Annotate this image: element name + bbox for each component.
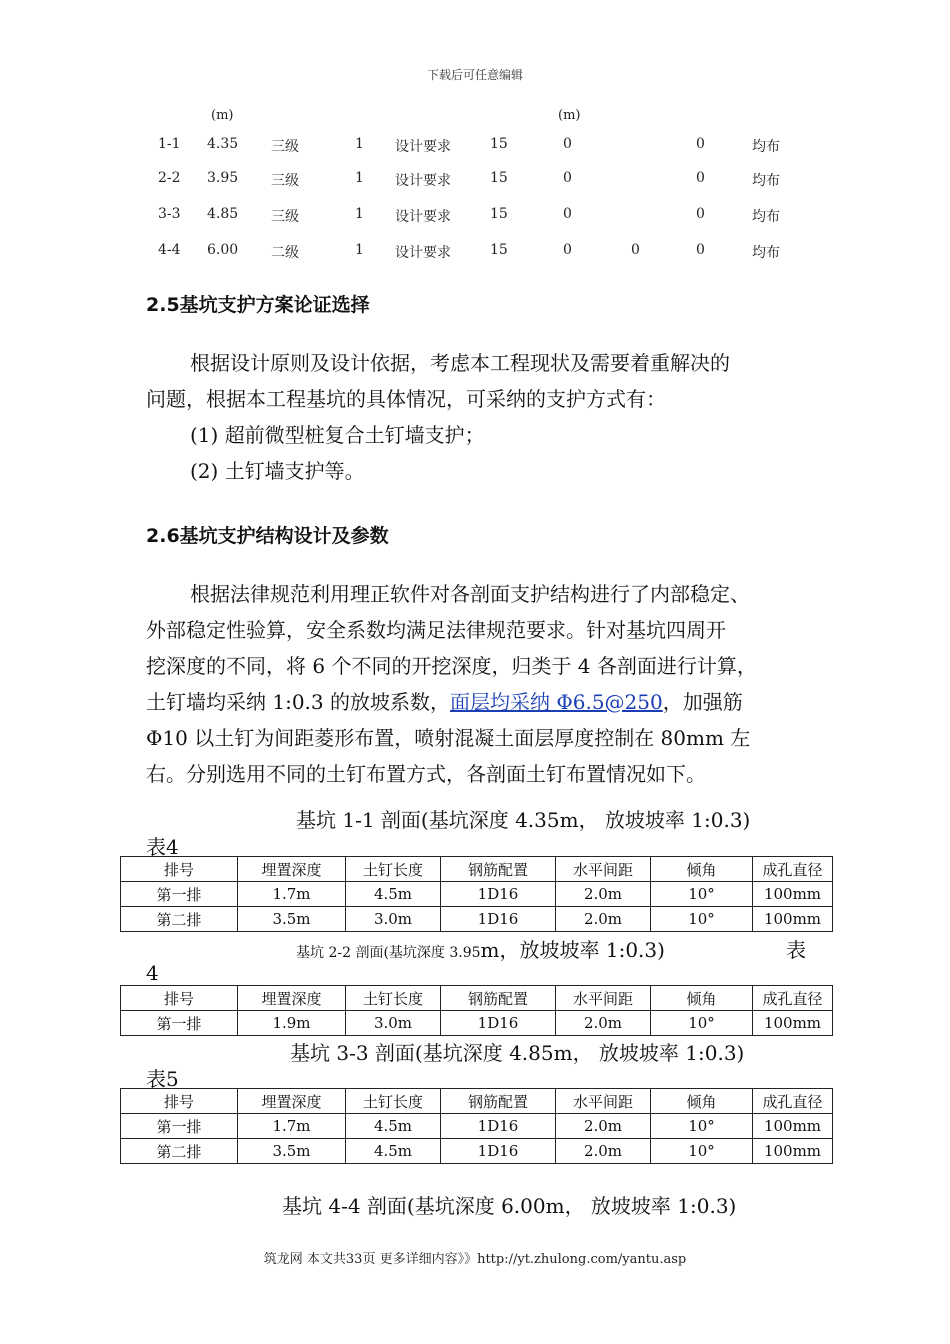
table-cell: 3.0m	[346, 907, 441, 932]
column-header: 埋置深度	[238, 986, 346, 1011]
table-cell: 1D16	[441, 1011, 556, 1036]
table-cell: 4.5m	[346, 1139, 441, 1164]
column-header: 水平间距	[556, 857, 651, 882]
table-cell: 10°	[651, 907, 753, 932]
table-cell: 10°	[651, 1139, 753, 1164]
table-row	[121, 882, 833, 907]
column-header: 排号	[121, 986, 238, 1011]
page-header: 下载后可任意编辑	[426, 68, 523, 82]
nail-table-3-3	[120, 1088, 833, 1164]
table-cell: 0	[696, 242, 705, 258]
table-cell: 1.7m	[238, 1114, 346, 1139]
table-label-num: 4	[146, 961, 159, 985]
para-line: 问题，根据本工程基坑的具体情况，可采纳的支护方式有：	[146, 387, 666, 411]
column-header: 土钉长度	[346, 1089, 441, 1114]
inline-link[interactable]: 面层均采纳 Φ6.5@250	[449, 690, 663, 714]
table-cell: 10°	[651, 882, 753, 907]
table-caption: 基坑 3-3 剖面(基坑深度 4.85m， 放坡坡率 1:0.3)	[290, 1041, 745, 1065]
table-cell: 100mm	[753, 1139, 833, 1164]
table-cell: 1.7m	[238, 882, 346, 907]
caption-small: 基坑 2-2 剖面(基坑深度 3.95	[296, 945, 481, 961]
table-cell: 4.5m	[346, 1114, 441, 1139]
table-row	[0, 206, 950, 230]
table-cell: 均布	[752, 245, 780, 261]
caption-large: m，放坡坡率 1:0.3)	[480, 938, 665, 962]
table-caption	[296, 934, 665, 963]
page-footer: 筑龙网 本文共33页 更多详细内容》》http://yt.zhulong.com/yantu.asp	[263, 1252, 687, 1267]
table-cell: 3.5m	[238, 1139, 346, 1164]
table-cell: 1-1	[158, 136, 181, 152]
table-cell: 0	[696, 136, 705, 152]
table-cell: 1	[355, 136, 364, 152]
column-header: 倾角	[651, 857, 753, 882]
para-line: 右。分别选用不同的土钉布置方式，各剖面土钉布置情况如下。	[146, 762, 706, 786]
table-cell: 1D16	[441, 907, 556, 932]
table-cell: 第一排	[121, 1011, 238, 1036]
table-cell: 3-3	[158, 206, 181, 222]
column-header: 排号	[121, 1089, 238, 1114]
table-label: 表4	[146, 835, 179, 859]
unit-label-right: (m)	[558, 108, 581, 123]
column-header: 埋置深度	[238, 1089, 346, 1114]
para-line: 根据设计原则及设计依据，考虑本工程现状及需要着重解决的	[190, 351, 730, 375]
column-header: 成孔直径	[753, 1089, 833, 1114]
column-header: 钢筋配置	[441, 857, 556, 882]
table-cell: 3.95	[207, 170, 239, 186]
table-cell: 100mm	[753, 882, 833, 907]
table-cell: 1	[355, 170, 364, 186]
table-cell: 均布	[752, 173, 780, 189]
column-header: 成孔直径	[753, 857, 833, 882]
table-cell: 1	[355, 242, 364, 258]
table-row	[0, 242, 950, 266]
table-cell: 设计要求	[395, 139, 451, 155]
table-cell: 4-4	[158, 242, 181, 258]
table-row	[121, 907, 833, 932]
table-cell: 0	[563, 170, 572, 186]
table-label: 表5	[146, 1067, 179, 1091]
table-cell: 三级	[271, 173, 299, 189]
para-line: 土钉墙均采纳 1:0.3 的放坡系数，	[146, 690, 450, 714]
table-row	[121, 1139, 833, 1164]
table-cell: 4.35	[207, 136, 239, 152]
table-cell: 15	[490, 136, 508, 152]
table-header-row	[121, 986, 833, 1011]
table-cell: 均布	[752, 139, 780, 155]
table-cell: 均布	[752, 209, 780, 225]
column-header: 倾角	[651, 1089, 753, 1114]
table-cell: 0	[563, 242, 572, 258]
table-cell: 0	[563, 136, 572, 152]
table-cell: 1	[355, 206, 364, 222]
table-cell: 2.0m	[556, 882, 651, 907]
table-row	[0, 170, 950, 194]
table-cell: 10°	[651, 1011, 753, 1036]
section-heading-2-6: 2.6基坑支护结构设计及参数	[146, 525, 389, 547]
table-cell: 第二排	[121, 907, 238, 932]
table-row	[121, 1011, 833, 1036]
table-cell: 4.85	[207, 206, 239, 222]
para-line: 根据法律规范利用理正软件对各剖面支护结构进行了内部稳定、	[190, 582, 750, 606]
table-cell: 2.0m	[556, 1114, 651, 1139]
table-cell: 2.0m	[556, 1139, 651, 1164]
table-cell: 2.0m	[556, 1011, 651, 1036]
table-cell: 2-2	[158, 170, 181, 186]
table-cell: 0	[631, 242, 640, 258]
table-cell: 100mm	[753, 1011, 833, 1036]
table-cell: 15	[490, 170, 508, 186]
table-cell: 0	[696, 206, 705, 222]
table-cell: 第一排	[121, 882, 238, 907]
column-header: 埋置深度	[238, 857, 346, 882]
para-line: 挖深度的不同，将 6 个不同的开挖深度，归类于 4 各剖面进行计算，	[146, 654, 757, 678]
table-label: 表	[786, 938, 806, 962]
table-cell: 1D16	[441, 882, 556, 907]
column-header: 土钉长度	[346, 986, 441, 1011]
column-header: 钢筋配置	[441, 1089, 556, 1114]
column-header: 土钉长度	[346, 857, 441, 882]
table-header-row	[121, 857, 833, 882]
table-row	[0, 136, 950, 160]
section-2-6-paragraph	[146, 576, 816, 792]
table-cell: 0	[563, 206, 572, 222]
para-line: Φ10 以土钉为间距菱形布置，喷射混凝土面层厚度控制在 80mm 左	[146, 726, 751, 750]
para-line: 外部稳定性验算，安全系数均满足法律规范要求。针对基坑四周开	[146, 618, 726, 642]
table-cell: 10°	[651, 1114, 753, 1139]
column-header: 倾角	[651, 986, 753, 1011]
table-cell: 1D16	[441, 1139, 556, 1164]
column-header: 成孔直径	[753, 986, 833, 1011]
column-header: 水平间距	[556, 986, 651, 1011]
table-cell: 设计要求	[395, 173, 451, 189]
table-cell: 设计要求	[395, 245, 451, 261]
unit-label-left: (m)	[211, 108, 234, 123]
table-cell: 三级	[271, 139, 299, 155]
column-header: 钢筋配置	[441, 986, 556, 1011]
table-cell: 15	[490, 206, 508, 222]
list-item: (2) 土钉墙支护等。	[190, 459, 365, 483]
table-cell: 6.00	[207, 242, 239, 258]
table-cell: 2.0m	[556, 907, 651, 932]
nail-table-1-1	[120, 856, 833, 932]
table-caption: 基坑 1-1 剖面(基坑深度 4.35m， 放坡坡率 1:0.3)	[296, 808, 751, 832]
section-2-5-paragraph	[146, 345, 816, 489]
table-cell: 100mm	[753, 1114, 833, 1139]
column-header: 水平间距	[556, 1089, 651, 1114]
table-cell: 3.0m	[346, 1011, 441, 1036]
table-cell: 第一排	[121, 1114, 238, 1139]
table-cell: 二级	[271, 245, 299, 261]
section-heading-2-5: 2.5基坑支护方案论证选择	[146, 294, 370, 316]
table-cell: 三级	[271, 209, 299, 225]
table-cell: 1.9m	[238, 1011, 346, 1036]
table-cell: 4.5m	[346, 882, 441, 907]
table-cell: 设计要求	[395, 209, 451, 225]
table-cell: 15	[490, 242, 508, 258]
table-cell: 0	[696, 170, 705, 186]
table-cell: 1D16	[441, 1114, 556, 1139]
table-row	[121, 1114, 833, 1139]
table-caption: 基坑 4-4 剖面(基坑深度 6.00m， 放坡坡率 1:0.3)	[282, 1194, 737, 1218]
table-header-row	[121, 1089, 833, 1114]
table-cell: 第二排	[121, 1139, 238, 1164]
para-line: ，加强筋	[662, 690, 743, 714]
column-header: 排号	[121, 857, 238, 882]
table-cell: 3.5m	[238, 907, 346, 932]
list-item: (1) 超前微型桩复合土钉墙支护；	[190, 423, 485, 447]
table-cell: 100mm	[753, 907, 833, 932]
nail-table-2-2	[120, 985, 833, 1036]
